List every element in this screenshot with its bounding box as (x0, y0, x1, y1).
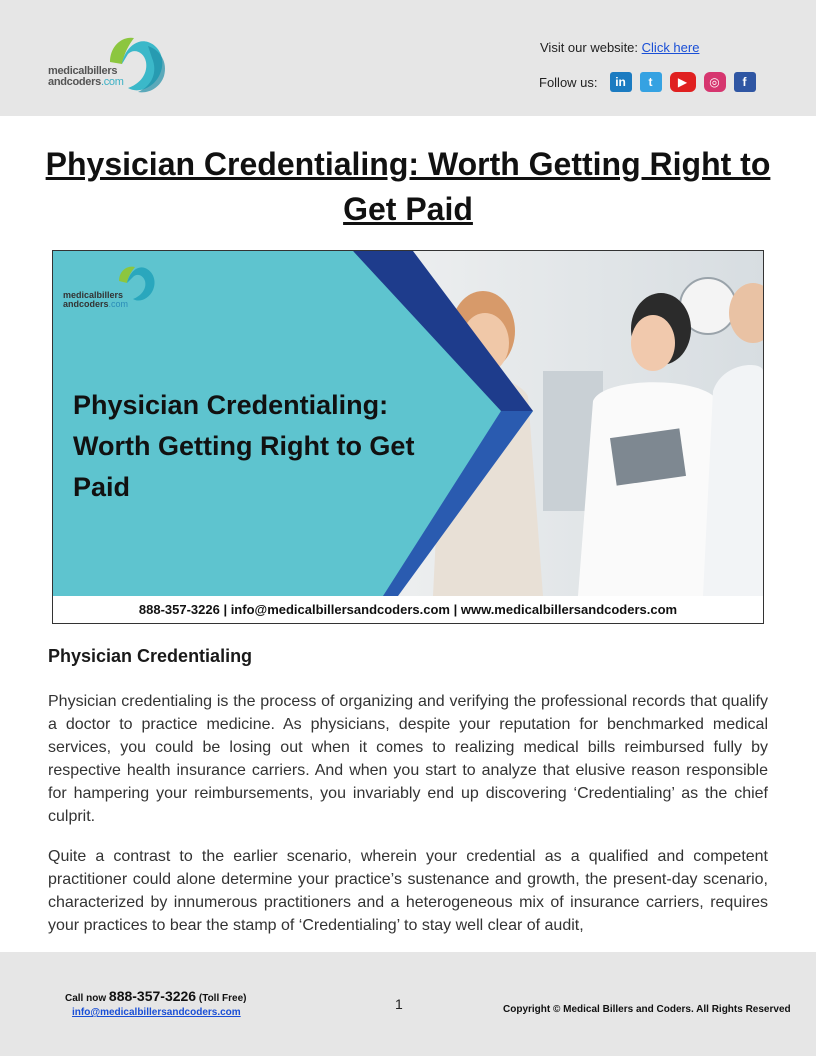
page-footer (0, 952, 816, 1056)
logo-line2: andcoders (48, 76, 101, 88)
logo-line1: medicalbillers (48, 65, 118, 77)
copyright-text: Copyright © Medical Billers and Coders. All Rights Reserved (503, 1004, 791, 1015)
website-link[interactable]: Click here (641, 40, 700, 55)
follow-us (539, 72, 756, 92)
banner-logo-line2: andcoders (63, 299, 109, 309)
banner-heading: Physician Credentialing: Worth Getting Right to Get Paid (73, 390, 415, 502)
footer-phone[interactable]: 888-357-3226 (108, 988, 197, 1004)
follow-label: Follow us: (539, 74, 598, 90)
banner-logo (63, 263, 173, 323)
banner-logo-suffix: .com (108, 299, 129, 309)
paragraph-2: Quite a contrast to the earlier scenario, wherein your credential as a qualified and competent practitioner could alone determine your practice’s sustenance and growth, the present-day scenario, characterized by innumerous practitioners and a heterogeneous mix of insurance carriers, requires your practices to bear the stamp of ‘Credentialing’ to stay well clear of audit, (48, 848, 768, 934)
visit-website (540, 40, 699, 55)
toll-free-label: (Toll Free) (198, 993, 247, 1004)
banner-contact-strip: 888-357-3226 | info@medicalbillersandcoders.com | www.medicalbillersandcoders.com (53, 596, 763, 623)
company-logo[interactable] (48, 32, 178, 98)
call-now (65, 988, 246, 1004)
footer-email-link[interactable]: info@medicalbillersandcoders.com (72, 1007, 241, 1018)
logo-suffix: .com (100, 76, 124, 88)
paragraph-1: Physician credentialing is the process of organizing and verifying the professional records that qualify a doctor to practice medicine. As physicians, despite your reputation for benchmarked medical services, you could be losing out when it comes to realizing medical bills reimbursed fully by respective health insurance carriers. And when you start to analyze that elusive reason responsible for hampering your reimbursements, you invariably end up discovering ‘Credentialing’ as the chief culprit. (48, 693, 768, 825)
instagram-icon[interactable]: ◎ (704, 72, 726, 92)
call-prefix: Call now (65, 993, 107, 1004)
page-header (0, 0, 816, 116)
youtube-icon[interactable]: ▶ (670, 72, 696, 92)
banner-image (52, 250, 764, 624)
twitter-icon[interactable]: t (640, 72, 662, 92)
visit-label: Visit our website: (540, 40, 639, 55)
section-heading: Physician Credentialing (48, 646, 253, 666)
facebook-icon[interactable]: f (734, 72, 756, 92)
page-title: Physician Credentialing: Worth Getting Right to Get Paid (45, 146, 771, 227)
page-number: 1 (395, 996, 403, 1012)
banner-logo-line1: medicalbillers (63, 290, 124, 300)
linkedin-icon[interactable]: in (610, 72, 632, 92)
